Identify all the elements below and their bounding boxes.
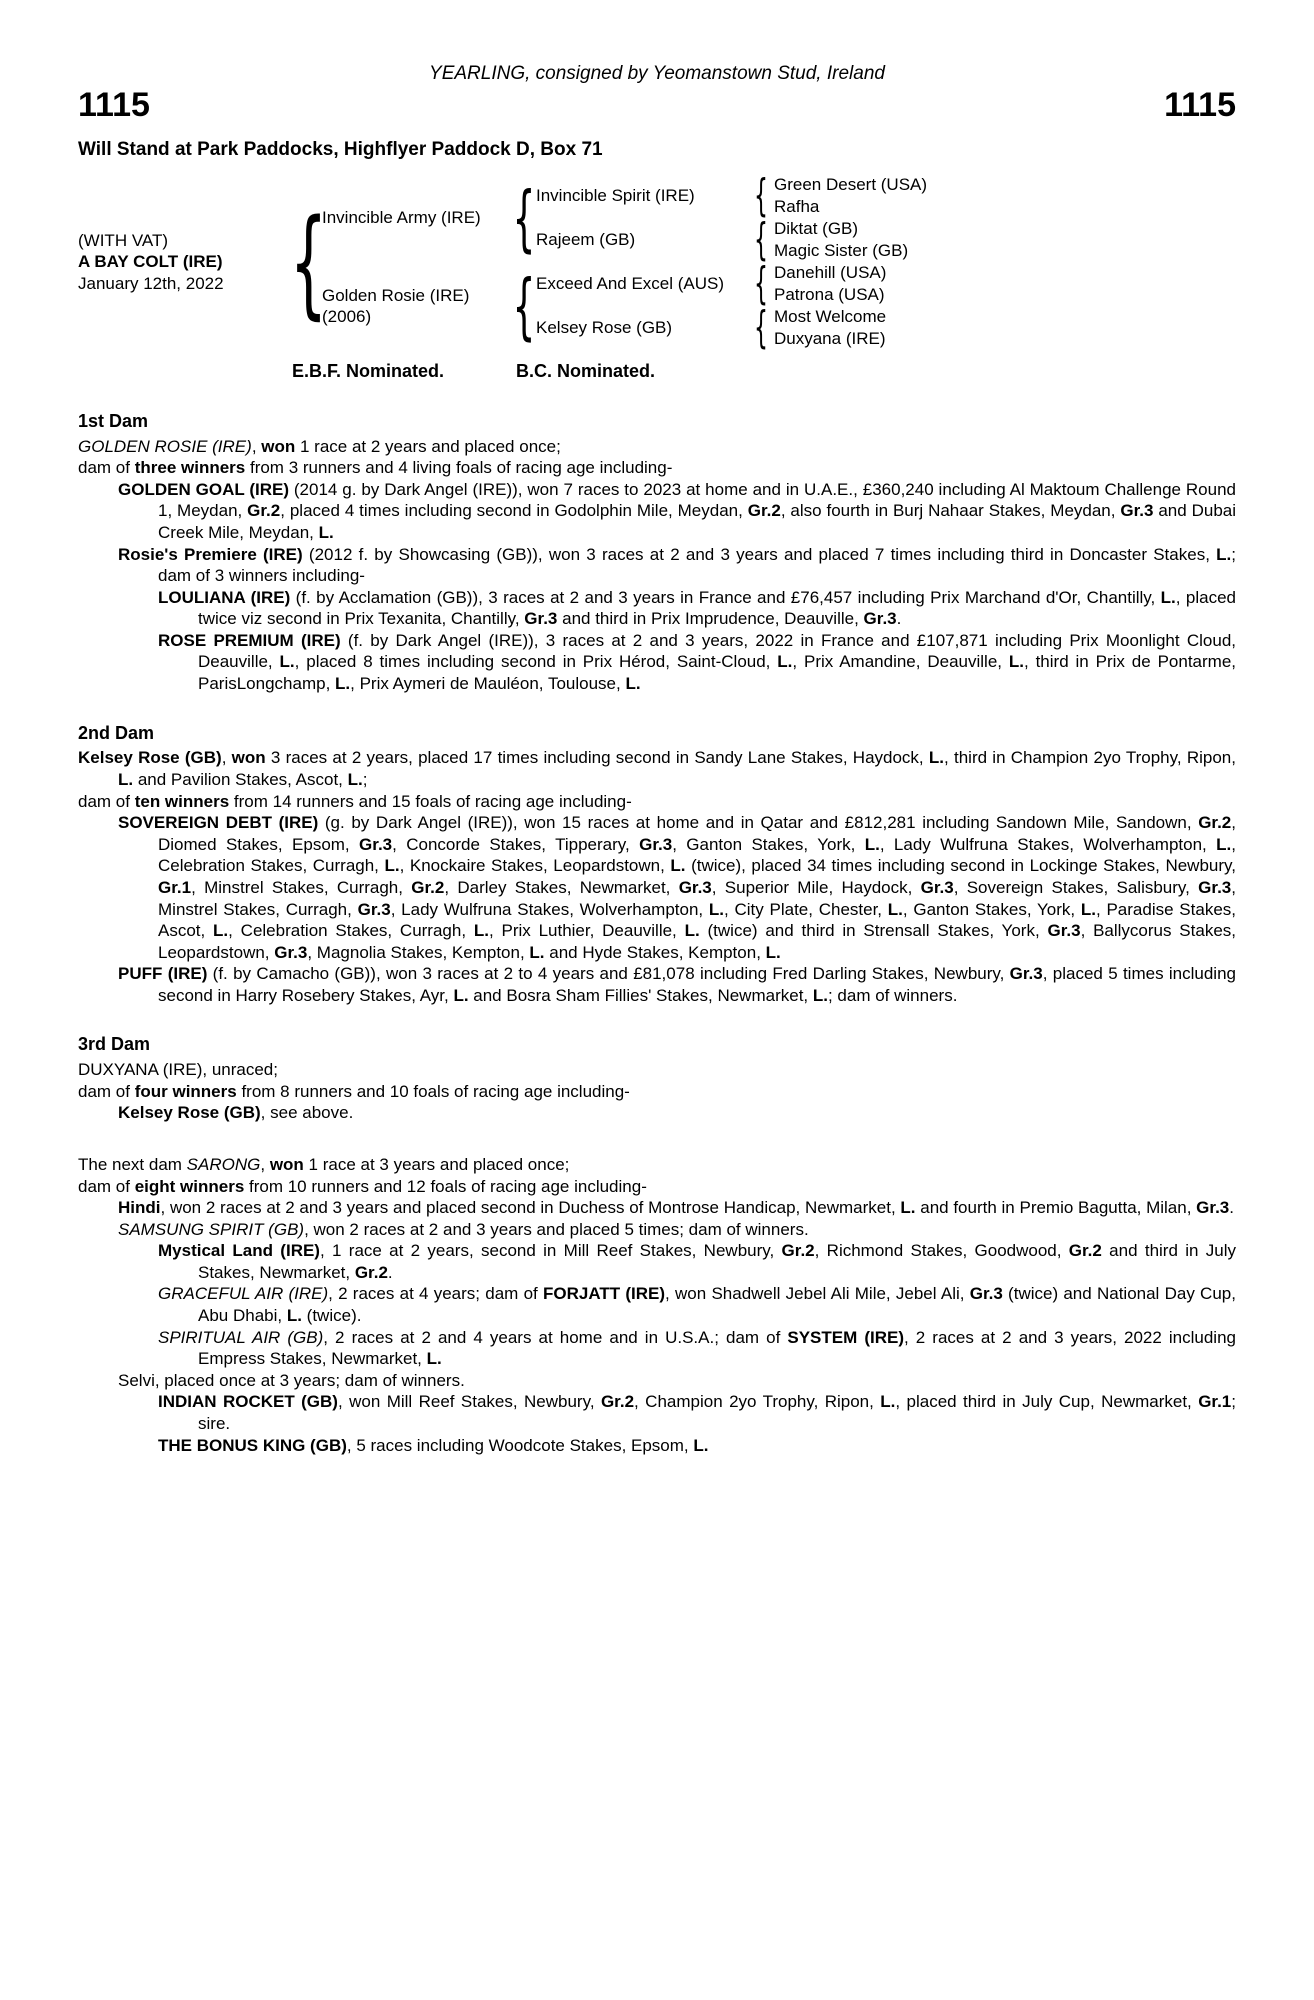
text-run: , Prix Luthier, Deauville, xyxy=(488,921,685,941)
text-run: L. xyxy=(928,748,945,768)
text-run: Gr.3 xyxy=(274,942,308,962)
consignor-line: YEARLING, consigned by Yeomanstown Stud, Ireland xyxy=(429,63,885,84)
text-run: , Ganton Stakes, York, xyxy=(672,834,865,854)
text-run: dam of xyxy=(78,458,135,478)
text-run: ; xyxy=(362,770,368,790)
text-run: L. xyxy=(1160,587,1176,607)
text-run: 1 race at 3 years and placed once; xyxy=(303,1154,570,1174)
text-run: , won 2 races at 2 and 3 years and placed 5 times; dam of winners. xyxy=(304,1219,809,1239)
text-run: , placed third in July Cup, Newmarket, xyxy=(895,1392,1199,1412)
text-run: L. xyxy=(279,652,295,672)
text-run: won xyxy=(231,748,266,768)
text-run: L. xyxy=(473,921,489,941)
text-run: . xyxy=(387,1262,393,1282)
text-run: L. xyxy=(1080,899,1096,919)
text-run: , Prix Amandine, Deauville, xyxy=(792,652,1009,672)
text-run: Gr.3 xyxy=(639,834,673,854)
text-run: , 2 races at 2 and 4 years at home and in U.S.A.; dam of xyxy=(323,1327,788,1347)
text-run: , placed 5 times including second in Harry Rosebery Stakes, Ayr, xyxy=(158,964,1236,1005)
text-run: , Celebration Stakes, Curragh, xyxy=(228,921,474,941)
text-run: Kelsey Rose (GB) xyxy=(78,748,222,768)
text-run: , xyxy=(251,436,262,456)
text-run: L. xyxy=(708,899,724,919)
dam-dam-name: Kelsey Rose (GB) xyxy=(536,318,673,338)
text-run: and Pavilion Stakes, Ascot, xyxy=(133,770,348,790)
text-run: GOLDEN ROSIE (IRE) xyxy=(78,436,252,456)
pedigree-paragraph xyxy=(78,1059,1236,1081)
section-heading: 2nd Dam xyxy=(78,722,155,743)
text-run: Gr.2 xyxy=(1198,813,1232,833)
text-run: Rosie's Premiere (IRE) xyxy=(118,544,303,564)
text-run: , see above. xyxy=(260,1103,354,1123)
text-run: L. xyxy=(347,770,363,790)
text-run: won xyxy=(261,436,296,456)
section-third-dam xyxy=(78,1033,1236,1124)
text-run: , xyxy=(221,748,232,768)
text-run: (2012 f. by Showcasing (GB)), won 3 races at 2 and 3 years and placed 7 times including third in Doncaster Stakes, xyxy=(302,544,1217,564)
gen4-name: Magic Sister (GB) xyxy=(774,241,909,261)
text-run: Gr.2 xyxy=(354,1262,388,1282)
section-second-dam xyxy=(78,722,1236,1007)
text-run: L. xyxy=(286,1306,302,1326)
text-run: , Paradise Stakes, Ascot, xyxy=(158,899,1236,941)
text-run: Gr.2 xyxy=(247,501,281,521)
vat-note: (WITH VAT) xyxy=(78,231,169,251)
text-run: L. xyxy=(880,1392,896,1412)
text-run: , xyxy=(260,1154,270,1174)
pedigree-paragraph xyxy=(78,1154,1236,1176)
text-run: (twice) and third in Strensall Stakes, York, xyxy=(699,921,1048,941)
text-run: The next dam xyxy=(78,1154,187,1174)
text-run: Gr.3 xyxy=(1196,1198,1230,1218)
text-run: L. xyxy=(864,834,880,854)
text-run: SAMSUNG SPIRIT (GB) xyxy=(118,1219,305,1239)
pedigree-paragraph xyxy=(78,544,1236,587)
gen4-name: Green Desert (USA) xyxy=(774,175,928,195)
text-run: (twice), placed 34 times including second in Lockinge Stakes, Newbury, xyxy=(685,856,1236,876)
text-run: (twice). xyxy=(301,1306,362,1326)
text-run: and Bosra Sham Fillies' Stakes, Newmarket, xyxy=(468,985,813,1005)
text-run: GRACEFUL AIR (IRE) xyxy=(158,1284,329,1304)
text-run: L. xyxy=(1216,834,1232,854)
text-run: L. xyxy=(812,985,828,1005)
text-run: PUFF (IRE) xyxy=(118,964,208,984)
text-run: GOLDEN GOAL (IRE) xyxy=(118,479,289,499)
gen4-name: Danehill (USA) xyxy=(774,263,887,283)
nominations-row xyxy=(78,360,1236,383)
pedigree-paragraph xyxy=(78,1240,1236,1283)
sire-dam-name: Rajeem (GB) xyxy=(536,230,636,250)
pedigree-paragraph xyxy=(78,1327,1236,1370)
text-run: dam of xyxy=(78,791,135,811)
pedigree-paragraph xyxy=(78,963,1236,1006)
text-run: INDIAN ROCKET (GB) xyxy=(158,1392,338,1412)
text-run: and third in July Stakes, Newmarket, xyxy=(198,1241,1237,1282)
text-run: Gr.2 xyxy=(1068,1241,1102,1261)
pedigree-paragraph xyxy=(78,1370,1236,1392)
text-run: SOVEREIGN DEBT (IRE) xyxy=(118,813,319,833)
text-run: L. xyxy=(670,856,686,876)
text-run: , placed 8 times including second in Prix Hérod, Saint-Cloud, xyxy=(294,652,778,672)
subject-name: A BAY COLT (IRE) xyxy=(78,252,223,272)
text-run: L. xyxy=(765,942,781,962)
section-heading: 3rd Dam xyxy=(78,1034,151,1055)
text-run: Gr.3 xyxy=(359,834,393,854)
text-run: L. xyxy=(684,921,700,941)
text-run: ROSE PREMIUM (IRE) xyxy=(158,630,341,650)
pedigree-paragraph xyxy=(78,1435,1236,1457)
text-run: dam of xyxy=(78,1081,135,1101)
text-run: Hindi xyxy=(118,1198,161,1218)
text-run: , Lady Wulfruna Stakes, Wolverhampton, xyxy=(390,899,709,919)
text-run: (f. by Dark Angel (IRE)), 3 races at 2 and 3 years, 2022 in France and £107,871 including Prix Moonlight Cloud, Deauville, xyxy=(198,630,1236,672)
text-run: , Ballycorus Stakes, Leopardstown, xyxy=(158,921,1236,962)
text-run: THE BONUS KING (GB) xyxy=(158,1435,347,1455)
gen4-name: Rafha xyxy=(774,197,820,217)
section-heading: 1st Dam xyxy=(78,410,149,431)
pedigree-paragraph xyxy=(78,1102,1236,1124)
sire-name: Invincible Army (IRE) xyxy=(322,208,481,228)
text-run: Gr.1 xyxy=(1198,1392,1232,1412)
text-run: ten winners xyxy=(134,791,230,811)
text-run: . xyxy=(896,609,902,629)
gen4-name: Most Welcome xyxy=(774,307,887,327)
text-run: L. xyxy=(318,522,334,542)
text-run: and Dubai Creek Mile, Meydan, xyxy=(158,501,1237,542)
text-run: , Magnolia Stakes, Kempton, xyxy=(307,942,530,962)
text-run: L. xyxy=(887,899,903,919)
text-run: Gr.1 xyxy=(158,877,192,897)
text-run: , Darley Stakes, Newmarket, xyxy=(444,877,679,897)
dam-name: Golden Rosie (IRE) xyxy=(322,285,470,305)
text-run: , third in Champion 2yo Trophy, Ripon, xyxy=(944,748,1236,768)
text-run: , also fourth in Burj Nahaar Stakes, Meydan, xyxy=(780,501,1121,521)
text-run: FORJATT (IRE) xyxy=(543,1284,666,1304)
text-run: (twice) and National Day Cup, Abu Dhabi, xyxy=(198,1284,1236,1326)
text-run: Gr.3 xyxy=(1198,877,1232,897)
text-run: ; dam of winners. xyxy=(827,985,958,1005)
text-run: from 10 runners and 12 foals of racing age including- xyxy=(244,1176,647,1196)
text-run: , Prix Aymeri de Mauléon, Toulouse, xyxy=(350,674,626,694)
text-run: Mystical Land (IRE) xyxy=(158,1241,320,1261)
text-run: , Diomed Stakes, Epsom, xyxy=(158,813,1237,854)
text-run: from 8 runners and 10 foals of racing age including- xyxy=(236,1081,630,1101)
pedigree-paragraph xyxy=(78,587,1236,630)
text-run: , 1 race at 2 years, second in Mill Reef Stakes, Newbury, xyxy=(319,1241,782,1261)
text-run: , won Shadwell Jebel Ali Mile, Jebel Ali, xyxy=(665,1284,970,1304)
text-run: four winners xyxy=(134,1081,237,1101)
pedigree-paragraph xyxy=(78,747,1236,790)
text-run: eight winners xyxy=(134,1176,245,1196)
lot-number-left: 1115 xyxy=(78,86,150,125)
text-run: (f. by Acclamation (GB)), 3 races at 2 and 3 years in France and £76,457 including Prix Marchand d'Or, Chantilly, xyxy=(290,587,1161,607)
text-run: , Minstrel Stakes, Curragh, xyxy=(191,877,412,897)
text-run: , Champion 2yo Trophy, Ripon, xyxy=(634,1392,881,1412)
text-run: won xyxy=(269,1154,304,1174)
text-run: , Celebration Stakes, Curragh, xyxy=(158,834,1236,876)
text-run: , Sovereign Stakes, Salisbury, xyxy=(953,877,1199,897)
text-run: , placed 4 times including second in Godolphin Mile, Meydan, xyxy=(280,501,748,521)
text-run: (f. by Camacho (GB)), won 3 races at 2 to 4 years and £81,078 including Fred Darling Stakes, Newbury, xyxy=(207,964,1010,984)
text-run: L. xyxy=(900,1198,916,1218)
stand-location-line: Will Stand at Park Paddocks, Highflyer Paddock D, Box 71 xyxy=(78,138,603,160)
text-run: Gr.3 xyxy=(1009,964,1043,984)
text-run: L. xyxy=(213,921,229,941)
pedigree-table: (WITH VAT) A BAY COLT (IRE) January 12th, 2022 { Invincible Army (IRE) Golden Rosie (IRE) (2006) { { Invincible Spirit (IRE) Rajeem (GB) Exceed And Excel (AUS) Kelsey Rose (GB) { { { { Green Desert (USA) Rafha Diktat (GB) Magic Sister (GB) Danehill (USA) Patrona (USA) Most Welcome Duxyana (IRE) xyxy=(78,174,1236,350)
text-run: L. xyxy=(335,674,351,694)
text-run: 3 races at 2 years, placed 17 times including second in Sandy Lane Stakes, Haydock, xyxy=(265,748,929,768)
text-run: Gr.3 xyxy=(1047,921,1081,941)
text-run: Kelsey Rose (GB) xyxy=(118,1103,261,1123)
pedigree-paragraph xyxy=(78,1197,1236,1219)
text-run: L. xyxy=(118,770,134,790)
text-run: L. xyxy=(384,856,400,876)
text-run: ; sire. xyxy=(198,1392,1237,1433)
text-run: Selvi, placed once at 3 years; dam of winners. xyxy=(118,1370,465,1390)
text-run: . xyxy=(1229,1198,1234,1218)
text-run: L. xyxy=(1216,544,1232,564)
dam-year: (2006) xyxy=(322,306,372,326)
text-run: and third in Prix Imprudence, Deauville, xyxy=(557,609,864,629)
text-run: , City Plate, Chester, xyxy=(724,899,888,919)
text-run: SARONG xyxy=(186,1154,261,1174)
bc-nominated-label: B.C. Nominated. xyxy=(516,360,656,381)
pedigree-paragraph xyxy=(78,791,1236,813)
pedigree-paragraph xyxy=(78,1081,1236,1103)
text-run: three winners xyxy=(134,458,246,478)
text-run: Gr.3 xyxy=(863,609,897,629)
section-first-dam xyxy=(78,410,1236,695)
text-run: L. xyxy=(625,674,641,694)
text-run: L. xyxy=(426,1349,442,1369)
lot-number-right: 1115 xyxy=(1164,86,1236,125)
text-run: , Superior Mile, Haydock, xyxy=(711,877,921,897)
text-run: L. xyxy=(693,1435,709,1455)
text-run: dam of xyxy=(78,1176,135,1196)
text-run: SPIRITUAL AIR (GB) xyxy=(158,1327,324,1347)
text-run: Gr.2 xyxy=(747,501,781,521)
text-run: Gr.2 xyxy=(411,877,445,897)
ebf-nominated-label: E.B.F. Nominated. xyxy=(292,360,445,381)
sire-sire-name: Invincible Spirit (IRE) xyxy=(536,186,695,206)
text-run: Gr.2 xyxy=(781,1241,815,1261)
text-run: , Ganton Stakes, York, xyxy=(902,899,1081,919)
text-run: , Richmond Stakes, Goodwood, xyxy=(814,1241,1069,1261)
text-run: , Concorde Stakes, Tipperary, xyxy=(392,834,640,854)
text-run: from 14 runners and 15 foals of racing age including- xyxy=(229,791,632,811)
pedigree-paragraph xyxy=(78,1391,1236,1434)
text-run: Gr.3 xyxy=(678,877,712,897)
text-run: L. xyxy=(777,652,793,672)
text-run: 1 race at 2 years and placed once; xyxy=(295,436,561,456)
foaling-date: January 12th, 2022 xyxy=(78,273,224,293)
pedigree-paragraph xyxy=(78,630,1236,695)
pedigree-paragraph xyxy=(78,1219,1236,1241)
text-run: Gr.2 xyxy=(600,1392,635,1412)
dam-block xyxy=(322,285,512,328)
text-run: , 2 races at 4 years; dam of xyxy=(328,1284,544,1304)
text-run: (2014 g. by Dark Angel (IRE)), won 7 races to 2023 at home and in U.A.E., £360,240 including Al Maktoum Challenge Round 1, Meydan, xyxy=(158,479,1236,521)
text-run: Gr.3 xyxy=(524,609,558,629)
pedigree-body xyxy=(78,410,1236,1456)
text-run: Gr.3 xyxy=(920,877,954,897)
text-run: DUXYANA (IRE), unraced; xyxy=(78,1060,278,1080)
text-run: Gr.3 xyxy=(969,1284,1003,1304)
text-run: LOULIANA (IRE) xyxy=(158,587,291,607)
pedigree-paragraph xyxy=(78,1283,1236,1326)
text-run: , won Mill Reef Stakes, Newbury, xyxy=(337,1392,601,1412)
gen4-name: Duxyana (IRE) xyxy=(774,329,886,349)
text-run: L. xyxy=(529,942,545,962)
text-run: , 5 races including Woodcote Stakes, Epsom, xyxy=(346,1435,694,1455)
text-run: (g. by Dark Angel (IRE)), won 15 races at home and in Qatar and £812,281 including Sandown Mile, Sandown, xyxy=(318,813,1199,833)
text-run: ; dam of 3 winners including- xyxy=(158,544,1236,586)
section-next-dam xyxy=(78,1154,1236,1456)
pedigree-paragraph xyxy=(78,479,1236,544)
gen4-name: Patrona (USA) xyxy=(774,285,885,305)
text-run: , placed twice viz second in Prix Texanita, Chantilly, xyxy=(198,587,1237,629)
gen4-name: Diktat (GB) xyxy=(774,219,859,239)
text-run: and fourth in Premio Bagutta, Milan, xyxy=(915,1198,1197,1218)
pedigree-paragraph xyxy=(78,1176,1236,1198)
text-run: , won 2 races at 2 and 3 years and placed second in Duchess of Montrose Handicap, Newmarket, xyxy=(160,1198,901,1218)
pedigree-paragraph xyxy=(78,457,1236,479)
text-run: L. xyxy=(453,985,469,1005)
subject-block xyxy=(78,230,296,294)
text-run: Gr.3 xyxy=(1120,501,1154,521)
text-run: , Knockaire Stakes, Leopardstown, xyxy=(399,856,671,876)
text-run: , Minstrel Stakes, Curragh, xyxy=(158,877,1236,919)
pedigree-paragraph xyxy=(78,436,1236,458)
pedigree-paragraph xyxy=(78,812,1236,963)
text-run: , 2 races at 2 and 3 years, 2022 including Empress Stakes, Newmarket, xyxy=(198,1327,1236,1369)
text-run: Gr.3 xyxy=(357,899,391,919)
text-run: L. xyxy=(1008,652,1024,672)
text-run: , Lady Wulfruna Stakes, Wolverhampton, xyxy=(879,834,1217,854)
lot-number-row xyxy=(78,88,1236,124)
dam-sire-name: Exceed And Excel (AUS) xyxy=(536,274,725,294)
text-run: and Hyde Stakes, Kempton, xyxy=(544,942,766,962)
text-run: from 3 runners and 4 living foals of racing age including- xyxy=(245,458,673,478)
text-run: , third in Prix de Pontarme, ParisLongchamp, xyxy=(198,652,1236,694)
text-run: SYSTEM (IRE) xyxy=(787,1327,904,1347)
